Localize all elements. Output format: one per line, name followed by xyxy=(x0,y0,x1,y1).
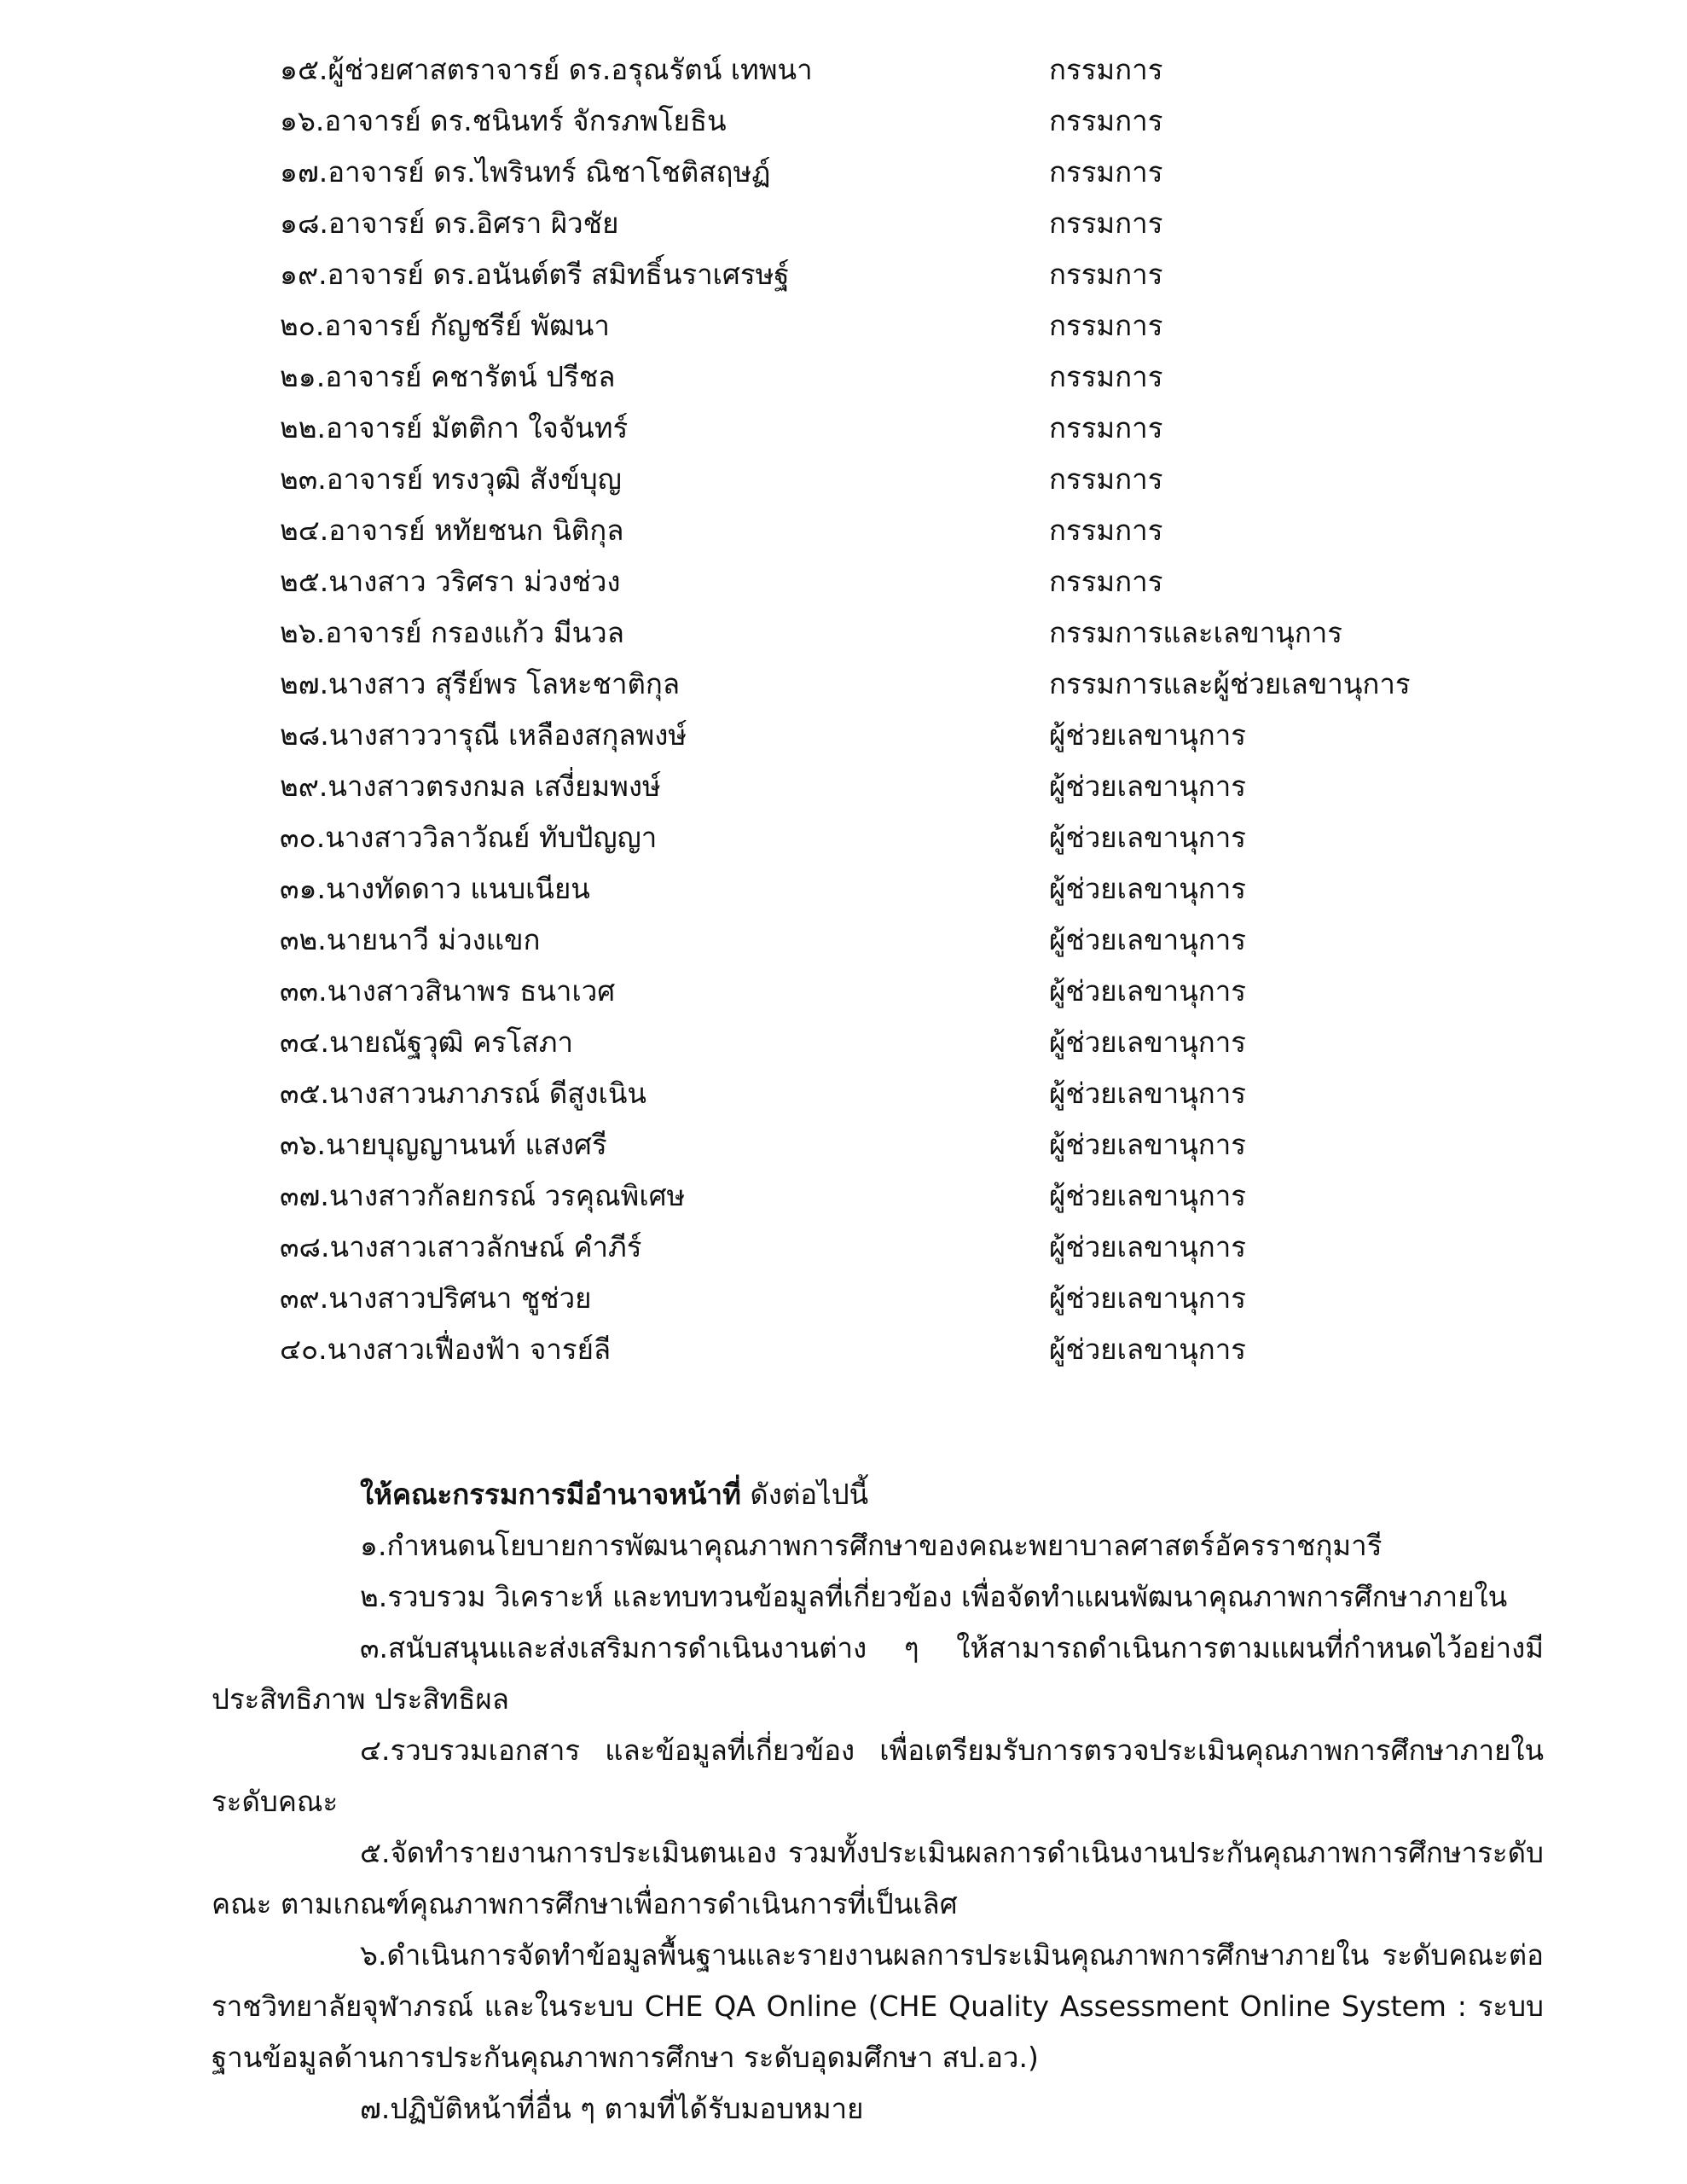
member-role: กรรมการและเลขานุการ xyxy=(1049,616,1343,649)
member-name: ๓๔.นายณัฐวุฒิ ครโสภา xyxy=(280,1025,574,1059)
member-name: ๒๑.อาจารย์ คชารัตน์ ปรีชล xyxy=(280,360,616,393)
member-row xyxy=(0,454,1687,505)
member-role: กรรมการ xyxy=(1049,206,1163,240)
member-role: กรรมการ xyxy=(1049,514,1163,547)
member-row xyxy=(0,812,1687,863)
member-row xyxy=(0,351,1687,403)
member-name: ๔๐.นางสาวเฟื่องฟ้า จารย์ลี xyxy=(280,1333,612,1366)
member-row xyxy=(0,1222,1687,1273)
member-row xyxy=(0,1119,1687,1170)
member-name: ๒๕.นางสาว วริศรา ม่วงช่วง xyxy=(280,565,621,598)
member-name: ๑๗.อาจารย์ ดร.ไพรินทร์ ณิชาโชติสฤษฏ์ xyxy=(280,155,771,189)
member-role: กรรมการ xyxy=(1049,411,1163,444)
member-role: กรรมการ xyxy=(1049,53,1163,86)
duty-item: ๒.รวบรวม วิเคราะห์ และทบทวนข้อมูลที่เกี่ยวข้อง เพื่อจัดทำแผนพัฒนาคุณภาพการศึกษาภายใน xyxy=(360,1580,1508,1613)
duties-section xyxy=(212,1469,1544,2135)
member-row xyxy=(0,403,1687,454)
member-role: ผู้ช่วยเลขานุการ xyxy=(1049,1128,1246,1161)
member-role: ผู้ช่วยเลขานุการ xyxy=(1049,770,1246,803)
member-row xyxy=(0,607,1687,659)
member-name: ๑๕.ผู้ช่วยศาสตราจารย์ ดร.อรุณรัตน์ เทพนา xyxy=(280,53,813,86)
member-name: ๓๐.นางสาววิลาวัณย์ ทับปัญญา xyxy=(280,821,658,854)
member-role: ผู้ช่วยเลขานุการ xyxy=(1049,718,1246,752)
member-name: ๓๘.นางสาวเสาวลักษณ์ คำภีร์ xyxy=(280,1230,642,1263)
duty-item: ๗.ปฏิบัติหน้าที่อื่น ๆ ตามที่ได้รับมอบหมาย xyxy=(360,2092,864,2125)
duty-item: ๖.ดำเนินการจัดทำข้อมูลพื้นฐานและรายงานผลการประเมินคุณภาพการศึกษาภายใน ระดับคณะต่อราชวิทยาลัยจุฬาภรณ์ และในระบบ CHE QA Online (CHE Quality Assessment Online System : ระบบฐานข้อมูลด้านการประกันคุณภาพการศึกษา ระดับอุดมศึกษา สป.อว.) xyxy=(212,1938,1544,2074)
member-name: ๒๙.นางสาวตรงกมล เสงี่ยมพงษ์ xyxy=(280,770,661,803)
duty-item: ๑.กำหนดนโยบายการพัฒนาคุณภาพการศึกษาของคณะพยาบาลศาสตร์อัครราชกุมารี xyxy=(360,1529,1383,1562)
member-row xyxy=(0,198,1687,249)
member-role: ผู้ช่วยเลขานุการ xyxy=(1049,1333,1246,1366)
member-role: กรรมการ xyxy=(1049,360,1163,393)
member-role: ผู้ช่วยเลขานุการ xyxy=(1049,1179,1246,1212)
duties-heading xyxy=(212,1469,1544,1520)
member-row xyxy=(0,300,1687,351)
member-role: ผู้ช่วยเลขานุการ xyxy=(1049,1077,1246,1110)
member-role: ผู้ช่วยเลขานุการ xyxy=(1049,1230,1246,1263)
member-role: กรรมการ xyxy=(1049,565,1163,598)
member-name: ๒๔.อาจารย์ หทัยชนก นิติกุล xyxy=(280,514,624,547)
member-row xyxy=(0,710,1687,761)
member-role: ผู้ช่วยเลขานุการ xyxy=(1049,923,1246,956)
member-name: ๒๖.อาจารย์ กรองแก้ว มีนวล xyxy=(280,616,624,649)
member-role: ผู้ช่วยเลขานุการ xyxy=(1049,974,1246,1008)
member-row xyxy=(0,556,1687,607)
member-row xyxy=(0,659,1687,710)
member-role: กรรมการ xyxy=(1049,309,1163,342)
duties-heading-rest: ดังต่อไปนี้ xyxy=(740,1478,869,1511)
member-role: ผู้ช่วยเลขานุการ xyxy=(1049,872,1246,905)
member-row xyxy=(0,761,1687,812)
member-role: กรรมการ xyxy=(1049,155,1163,189)
duties-heading-bold: ให้คณะกรรมการมีอำนาจหน้าที่ xyxy=(360,1478,741,1511)
member-row xyxy=(0,863,1687,915)
member-row xyxy=(0,1068,1687,1119)
member-role: กรรมการและผู้ช่วยเลขานุการ xyxy=(1049,667,1411,700)
member-name: ๑๖.อาจารย์ ดร.ชนินทร์ จักรภพโยธิน xyxy=(280,104,727,137)
member-name: ๓๓.นางสาวสินาพร ธนาเวศ xyxy=(280,974,616,1008)
member-row xyxy=(0,1017,1687,1068)
member-role: กรรมการ xyxy=(1049,104,1163,137)
member-row xyxy=(0,96,1687,147)
member-name: ๒๐.อาจารย์ กัญชรีย์ พัฒนา xyxy=(280,309,610,342)
committee-member-list xyxy=(0,44,1687,1375)
duty-item: ๔.รวบรวมเอกสาร และข้อมูลที่เกี่ยวข้อง เพื่อเตรียมรับการตรวจประเมินคุณภาพการศึกษาภายในระดับคณะ xyxy=(212,1734,1544,1818)
duty-item: ๕.จัดทำรายงานการประเมินตนเอง รวมทั้งประเมินผลการดำเนินงานประกันคุณภาพการศึกษาระดับคณะ ตามเกณฑ์คุณภาพการศึกษาเพื่อการดำเนินการที่เป็นเลิศ xyxy=(212,1836,1544,1920)
member-row xyxy=(0,1324,1687,1375)
member-role: กรรมการ xyxy=(1049,462,1163,496)
member-row xyxy=(0,249,1687,300)
duty-item: ๓.สนับสนุนและส่งเสริมการดำเนินงานต่าง ๆ ให้สามารถดำเนินการตามแผนที่กำหนดไว้อย่างมีประสิทธิภาพ ประสิทธิผล xyxy=(212,1631,1544,1716)
member-row xyxy=(0,1273,1687,1324)
member-name: ๓๙.นางสาวปริศนา ชูช่วย xyxy=(280,1281,592,1315)
member-row xyxy=(0,147,1687,198)
member-name: ๒๘.นางสาววารุณี เหลืองสกุลพงษ์ xyxy=(280,718,687,752)
member-role: ผู้ช่วยเลขานุการ xyxy=(1049,1025,1246,1059)
member-role: ผู้ช่วยเลขานุการ xyxy=(1049,821,1246,854)
member-name: ๓๖.นายบุญญานนท์ แสงศรี xyxy=(280,1128,607,1161)
member-name: ๓๗.นางสาวกัลยกรณ์ วรคุณพิเศษ xyxy=(280,1179,686,1212)
member-row xyxy=(0,44,1687,96)
member-name: ๒๗.นางสาว สุรีย์พร โลหะชาติกุล xyxy=(280,667,681,700)
member-row xyxy=(0,505,1687,556)
member-role: กรรมการ xyxy=(1049,258,1163,291)
member-row xyxy=(0,1170,1687,1222)
member-name: ๒๒.อาจารย์ มัตติกา ใจจันทร์ xyxy=(280,411,629,444)
member-row xyxy=(0,915,1687,966)
member-name: ๓๒.นายนาวี ม่วงแขก xyxy=(280,923,541,956)
member-name: ๒๓.อาจารย์ ทรงวุฒิ สังข์บุญ xyxy=(280,462,622,496)
member-row xyxy=(0,966,1687,1017)
member-name: ๓๑.นางทัดดาว แนบเนียน xyxy=(280,872,590,905)
member-role: ผู้ช่วยเลขานุการ xyxy=(1049,1281,1246,1315)
member-name: ๑๘.อาจารย์ ดร.อิศรา ผิวชัย xyxy=(280,206,619,240)
member-name: ๑๙.อาจารย์ ดร.อนันต์ตรี สมิทธิ์นราเศรษฐ์ xyxy=(280,258,790,291)
member-name: ๓๕.นางสาวนภาภรณ์ ดีสูงเนิน xyxy=(280,1077,646,1110)
